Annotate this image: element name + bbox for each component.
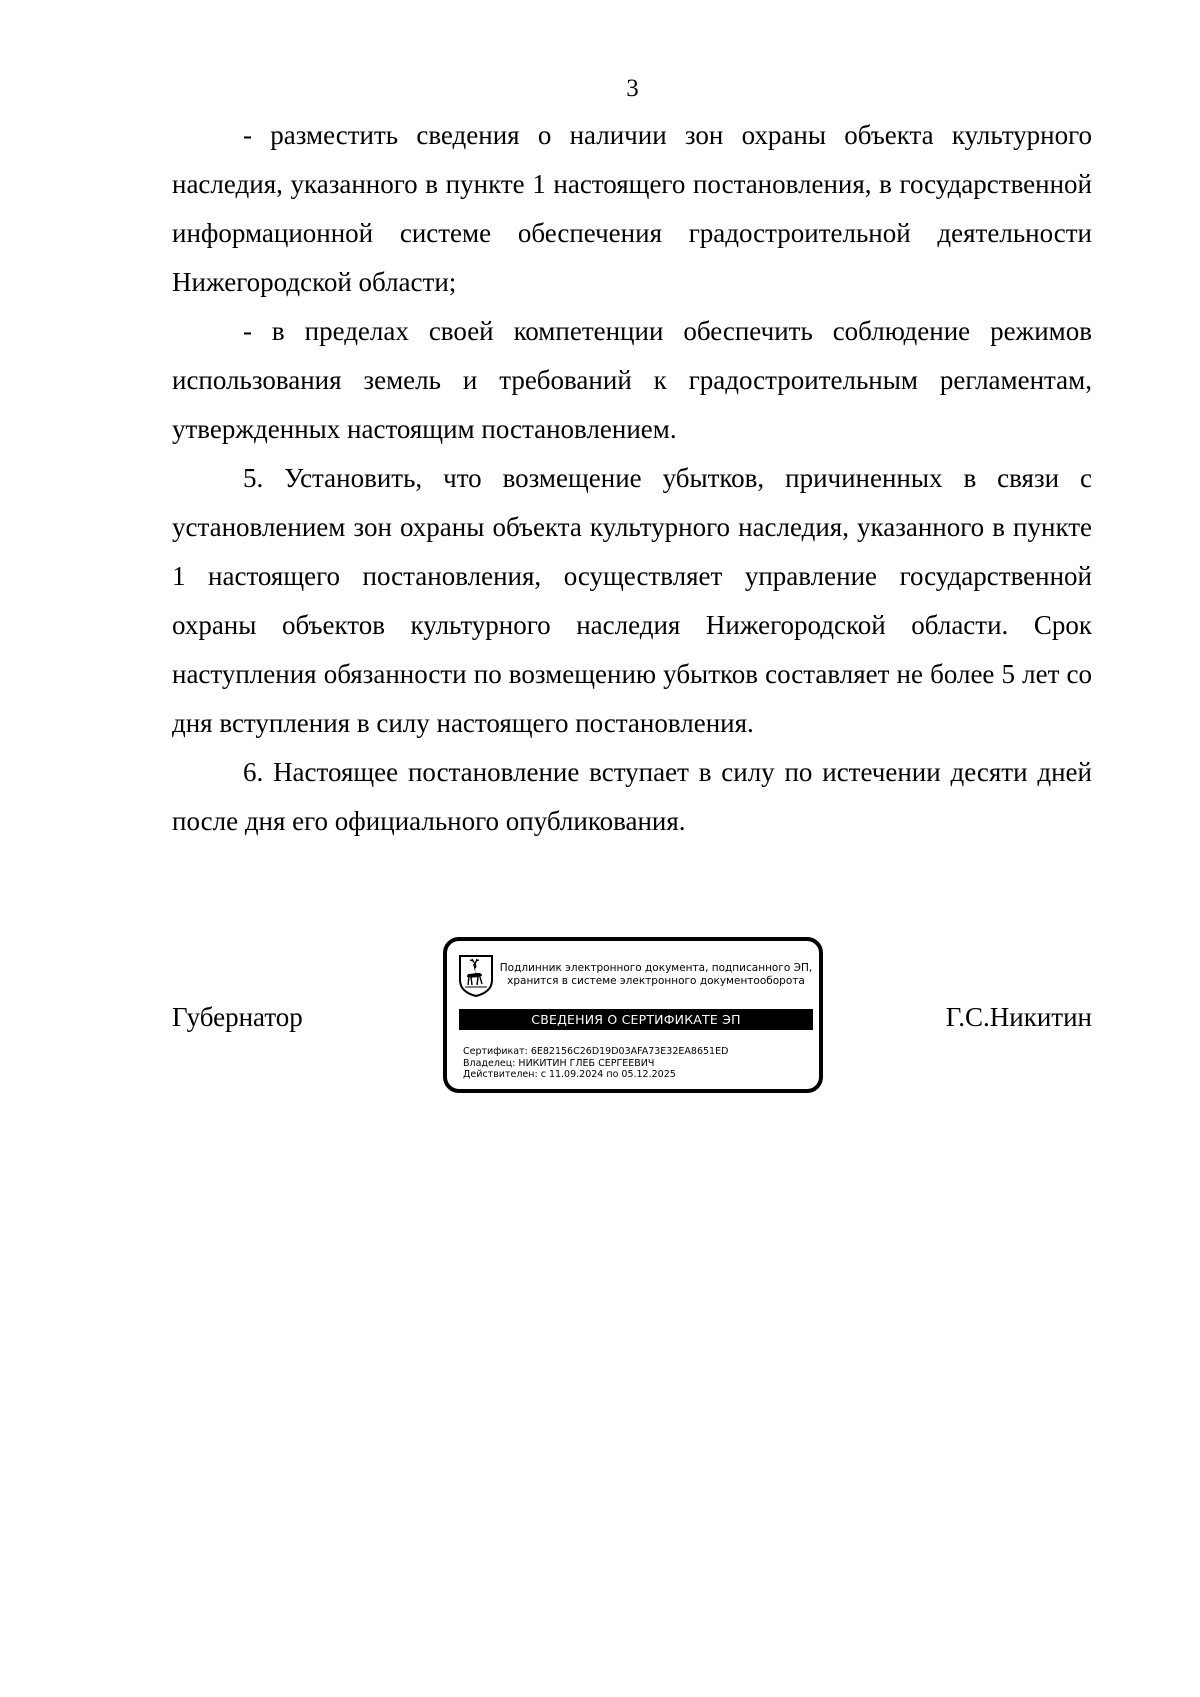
stamp-header-line: Подлинник электронного документа, подписанного ЭП,: [499, 962, 813, 974]
document-body: [172, 111, 1092, 846]
paragraph-publish-info: - разместить сведения о наличии зон охраны объекта культурного наследия, указанного в пункте 1 настоящего постановления, в государственной информационной системе обеспечения градостроительной деятельности Нижегородской области;: [172, 120, 1092, 297]
signer-position: Губернатор: [172, 1002, 303, 1032]
stamp-banner: СВЕДЕНИЯ О СЕРТИФИКАТЕ ЭП: [459, 1009, 813, 1030]
certificate-validity: Действителен: с 11.09.2024 по 05.12.2025: [463, 1069, 676, 1080]
coat-of-arms-icon: [458, 954, 494, 998]
signer-name: Г.С.Никитин: [945, 1002, 1092, 1032]
paragraph-compensation: 5. Установить, что возмещение убытков, причиненных в связи с установлением зон охраны объекта культурного наследия, указанного в пункте 1 настоящего постановления, осуществляет управление государственной охраны объектов культурного наследия Нижегородской области. Срок наступления обязанности по возмещению убытков составляет не более 5 лет со дня вступления в силу настоящего постановления.: [172, 463, 1092, 738]
certificate-owner: Владелец: НИКИТИН ГЛЕБ СЕРГЕЕВИЧ: [463, 1057, 655, 1069]
stamp-header: [497, 962, 815, 988]
stamp-certificate-details: [463, 1046, 728, 1081]
electronic-signature-stamp: [443, 937, 823, 1093]
page-number: 3: [626, 75, 639, 102]
paragraph-entry-into-force: 6. Настоящее постановление вступает в силу по истечении десяти дней после дня его официального опубликования.: [172, 757, 1092, 836]
stamp-header-line: хранится в системе электронного документооборота: [507, 975, 805, 987]
certificate-number: Сертификат: 6E82156C26D19D03AFA73E32EA8651ED: [463, 1046, 729, 1057]
paragraph-compliance: - в пределах своей компетенции обеспечить соблюдение режимов использования земель и требований к градостроительным регламентам, утвержденных настоящим постановлением.: [172, 316, 1092, 444]
